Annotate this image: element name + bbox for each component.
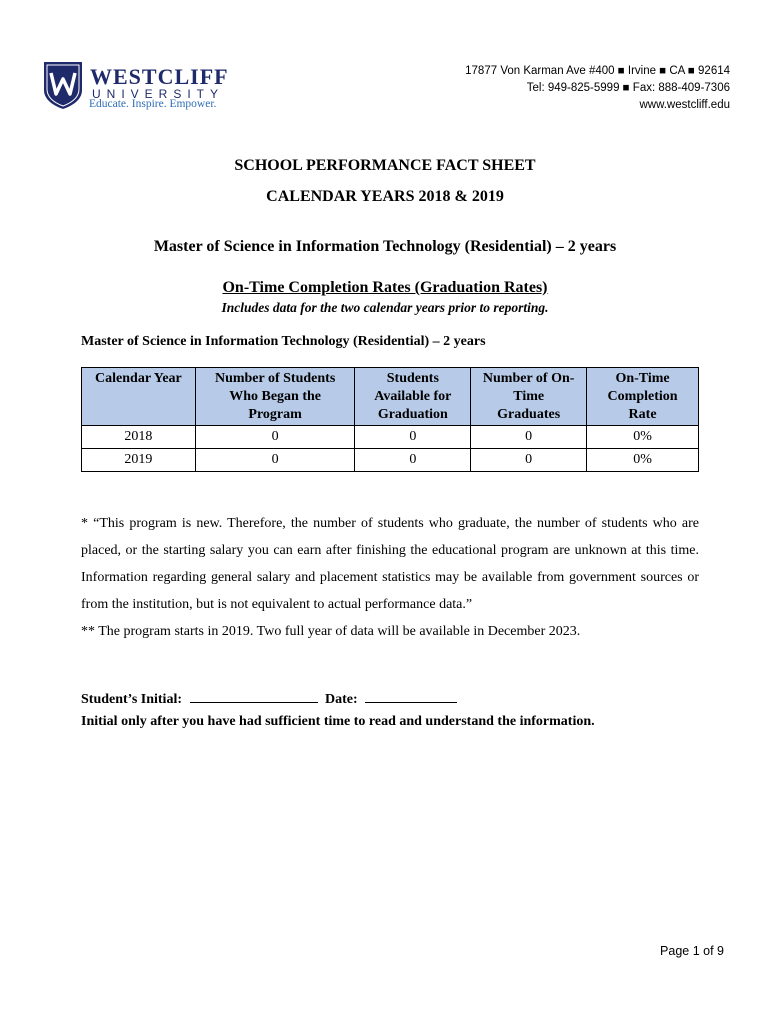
cell-year: 2019 bbox=[82, 449, 196, 472]
cell-available: 0 bbox=[355, 449, 471, 472]
header-students-began: Number of Students Who Began the Program bbox=[195, 368, 355, 426]
cell-year: 2018 bbox=[82, 426, 196, 449]
table-caption: Master of Science in Information Technology (Residential) – 2 years bbox=[81, 334, 486, 349]
footnote-program-start: ** The program starts in 2019. Two full year of data will be available in December 2023. bbox=[81, 624, 581, 639]
date-field[interactable] bbox=[365, 688, 457, 703]
address-line: 17877 Von Karman Ave #400 ■ Irvine ■ CA ■ 92614 bbox=[465, 65, 730, 77]
program-heading: Master of Science in Information Technology (Residential) – 2 years bbox=[153, 238, 617, 255]
logo-tagline: Educate. Inspire. Empower. bbox=[89, 98, 217, 110]
footnotes bbox=[81, 510, 699, 645]
header-completion-rate: On-Time Completion Rate bbox=[587, 368, 699, 426]
completion-rates-table bbox=[81, 367, 699, 472]
initial-label: Student’s Initial: bbox=[81, 692, 183, 707]
cell-available: 0 bbox=[355, 426, 471, 449]
date-label: Date: bbox=[325, 692, 358, 707]
cell-graduates: 0 bbox=[471, 449, 587, 472]
contact-block bbox=[465, 63, 730, 114]
initial-field[interactable] bbox=[190, 688, 318, 703]
header-students-available: Students Available for Graduation bbox=[355, 368, 471, 426]
phone-fax-line: Tel: 949-825-5999 ■ Fax: 888-409-7306 bbox=[526, 82, 730, 94]
website-line: www.westcliff.edu bbox=[639, 99, 730, 111]
table-header-row bbox=[82, 368, 699, 426]
westcliff-logo bbox=[42, 60, 242, 112]
cell-rate: 0% bbox=[587, 449, 699, 472]
cell-began: 0 bbox=[195, 449, 355, 472]
signature-line bbox=[81, 688, 457, 708]
document-title: SCHOOL PERFORMANCE FACT SHEET bbox=[234, 157, 536, 174]
cell-rate: 0% bbox=[587, 426, 699, 449]
logo-name: WESTCLIFF bbox=[90, 64, 229, 89]
cell-graduates: 0 bbox=[471, 426, 587, 449]
logo-subtitle: UNIVERSITY bbox=[92, 87, 225, 101]
header-calendar-year: Calendar Year bbox=[82, 368, 196, 426]
document-subtitle: CALENDAR YEARS 2018 & 2019 bbox=[266, 188, 504, 205]
page-number: Page 1 of 9 bbox=[660, 944, 724, 958]
table-row bbox=[82, 426, 699, 449]
section-note: Includes data for the two calendar years prior to reporting. bbox=[221, 300, 549, 315]
shield-logo-icon bbox=[42, 60, 84, 110]
cell-began: 0 bbox=[195, 426, 355, 449]
initial-instruction: Initial only after you have had sufficient time to read and understand the information. bbox=[81, 714, 595, 729]
footnote-program-new: * “This program is new. Therefore, the number of students who graduate, the number of students who are placed, or the starting salary you can earn after finishing the educational program are unknown at this time. Information regarding general salary and placement statistics may be available from government sources or from the institution, but is not equivalent to actual performance data.” bbox=[81, 516, 699, 612]
header-on-time-graduates: Number of On- Time Graduates bbox=[471, 368, 587, 426]
table-row bbox=[82, 449, 699, 472]
section-title: On-Time Completion Rates (Graduation Rates) bbox=[222, 279, 548, 296]
